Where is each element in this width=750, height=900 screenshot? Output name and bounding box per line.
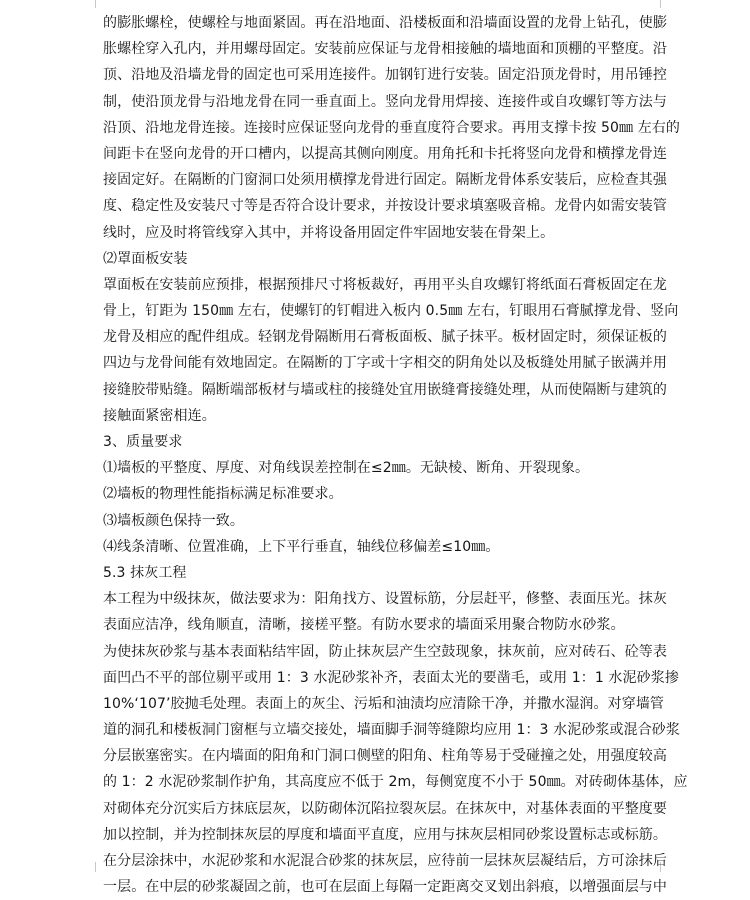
- text-line: 本工程为中级抹灰，做法要求为：阳角找方、设置标筋，分层赶平，修整、表面压光。抹灰: [103, 591, 667, 608]
- text-line: 分层嵌塞密实。在内墙面的阳角和门洞口侧壁的阳角、柱角等易于受碰撞之处，用强度较高: [103, 748, 667, 765]
- text-line: 接缝胶带贴缝。隔断端部板材与墙或柱的接缝处宜用嵌缝膏接缝处理，从而使隔断与建筑的: [103, 381, 667, 398]
- text-line: 顶、沿地及沿墙龙骨的固定也可采用连接件。加钢钉进行安装。固定沿顶龙骨时，用吊锤控: [103, 67, 667, 84]
- margin-guide-top-right: [660, 0, 661, 8]
- text-line: 度、稳定性及安装尺寸等是否符合设计要求，并按设计要求填塞吸音棉。龙骨内如需安装管: [103, 198, 667, 215]
- text-line: 龙骨及相应的配件组成。轻钢龙骨隔断用石膏板面板、腻子抹平。板材固定时，须保证板的: [103, 329, 667, 346]
- list-item: ⑴墙板的平整度、厚度、对角线误差控制在≤2㎜。无缺棱、断角、开裂现象。: [103, 460, 590, 477]
- text-line: 四边与龙骨间能有效地固定。在隔断的丁字或十字相交的阴角处以及板缝处用腻子嵌满并用: [103, 355, 667, 372]
- text-line: 骨上，钉距为 150㎜ 左右，使螺钉的钉帽进入板内 0.5㎜ 左右，钉眼用石膏腻撑龙骨、竖向: [103, 303, 679, 320]
- margin-guide-top-left: [95, 0, 96, 8]
- list-item: ⑵墙板的物理性能指标满足标准要求。: [103, 486, 343, 503]
- text-line: 沿顶、沿地龙骨连接。连接时应保证竖向龙骨的垂直度符合要求。再用支撑卡按 50㎜ 左右的: [103, 119, 681, 136]
- text-line: 表面应洁净，线角顺直，清晰，接槎平整。有防水要求的墙面采用聚合物防水砂浆。: [103, 617, 625, 634]
- text-line: 一层。在中层的砂浆凝固之前，也可在层面上每隔一定距离交叉划出斜痕，以增强面层与中: [103, 879, 667, 896]
- text-line: 的 1：2 水泥砂浆制作护角，其高度应不低于 2m，每侧宽度不小于 50㎜。对砖砌体基体，应: [103, 774, 688, 791]
- text-line: 为使抹灰砂浆与基本表面粘结牢固，防止抹灰层产生空鼓现象，抹灰前，应对砖石、砼等表: [103, 643, 667, 660]
- text-line: 接固定好。在隔断的门窗洞口处须用横撑龙骨进行固定。隔断龙骨体系安装后，应检查其强: [103, 172, 667, 189]
- text-line: 加以控制，并为控制抹灰层的厚度和墙面平直度，应用与抹灰层相同砂浆设置标志或标筋。: [103, 826, 667, 843]
- document-body: [103, 10, 693, 900]
- text-line: 罩面板在安装前应预排，根据预排尺寸将板裁好，再用平头自攻螺钉将纸面石膏板固定在龙: [103, 276, 667, 293]
- text-line: 对砌体充分沉实后方抹底层灰，以防砌体沉陷拉裂灰层。在抹灰中，对基体表面的平整度要: [103, 800, 667, 817]
- text-line: 制，使沿顶龙骨与沿地龙骨在同一垂直面上。竖向龙骨用焊接、连接件或自攻螺钉等方法与: [103, 93, 667, 110]
- section-heading: 3、质量要求: [103, 434, 183, 450]
- text-line: 接触面紧密相连。: [103, 407, 216, 424]
- section-heading: 5.3 抹灰工程: [103, 564, 187, 581]
- text-line: 10%‘107’胶抛毛处理。表面上的灰尘、污垢和油渍均应清除干净，并撒水湿润。对穿墙管: [103, 695, 665, 712]
- list-item: ⑶墙板颜色保持一致。: [103, 512, 244, 529]
- text-line: 胀螺栓穿入孔内，并用螺母固定。安装前应保证与龙骨相接触的墙地面和顶棚的平整度。沿: [103, 41, 667, 58]
- text-line: 在分层涂抹中，水泥砂浆和水泥混合砂浆的抹灰层，应待前一层抹灰层凝结后，方可涂抹后: [103, 853, 667, 869]
- text-line: 道的洞孔和楼板洞门窗框与立墙交接处，墙面脚手洞等缝隙均应用 1：3 水泥砂浆或混合砂浆: [103, 722, 681, 739]
- margin-guide-bottom-left: [95, 862, 96, 872]
- text-line: 的膨胀螺栓，使螺栓与地面紧固。再在沿地面、沿楼板面和沿墙面设置的龙骨上钻孔，使膨: [103, 15, 667, 31]
- list-item: ⑷线条清晰、位置准确，上下平行垂直，轴线位移偏差≤10㎜。: [103, 538, 500, 555]
- text-line: 面凹凸不平的部位剔平或用 1：3 水泥砂浆补齐，表面太光的要凿毛，或用 1：1 水泥砂浆掺: [103, 669, 679, 686]
- text-line: 间距卡在竖向龙骨的开口槽内，以提高其侧向刚度。用角托和卡托将竖向龙骨和横撑龙骨连: [103, 145, 667, 162]
- subheading: ⑵罩面板安装: [103, 250, 188, 267]
- text-line: 线时，应及时将管线穿入其中，并将设备用固定件牢固地安装在骨架上。: [103, 224, 555, 241]
